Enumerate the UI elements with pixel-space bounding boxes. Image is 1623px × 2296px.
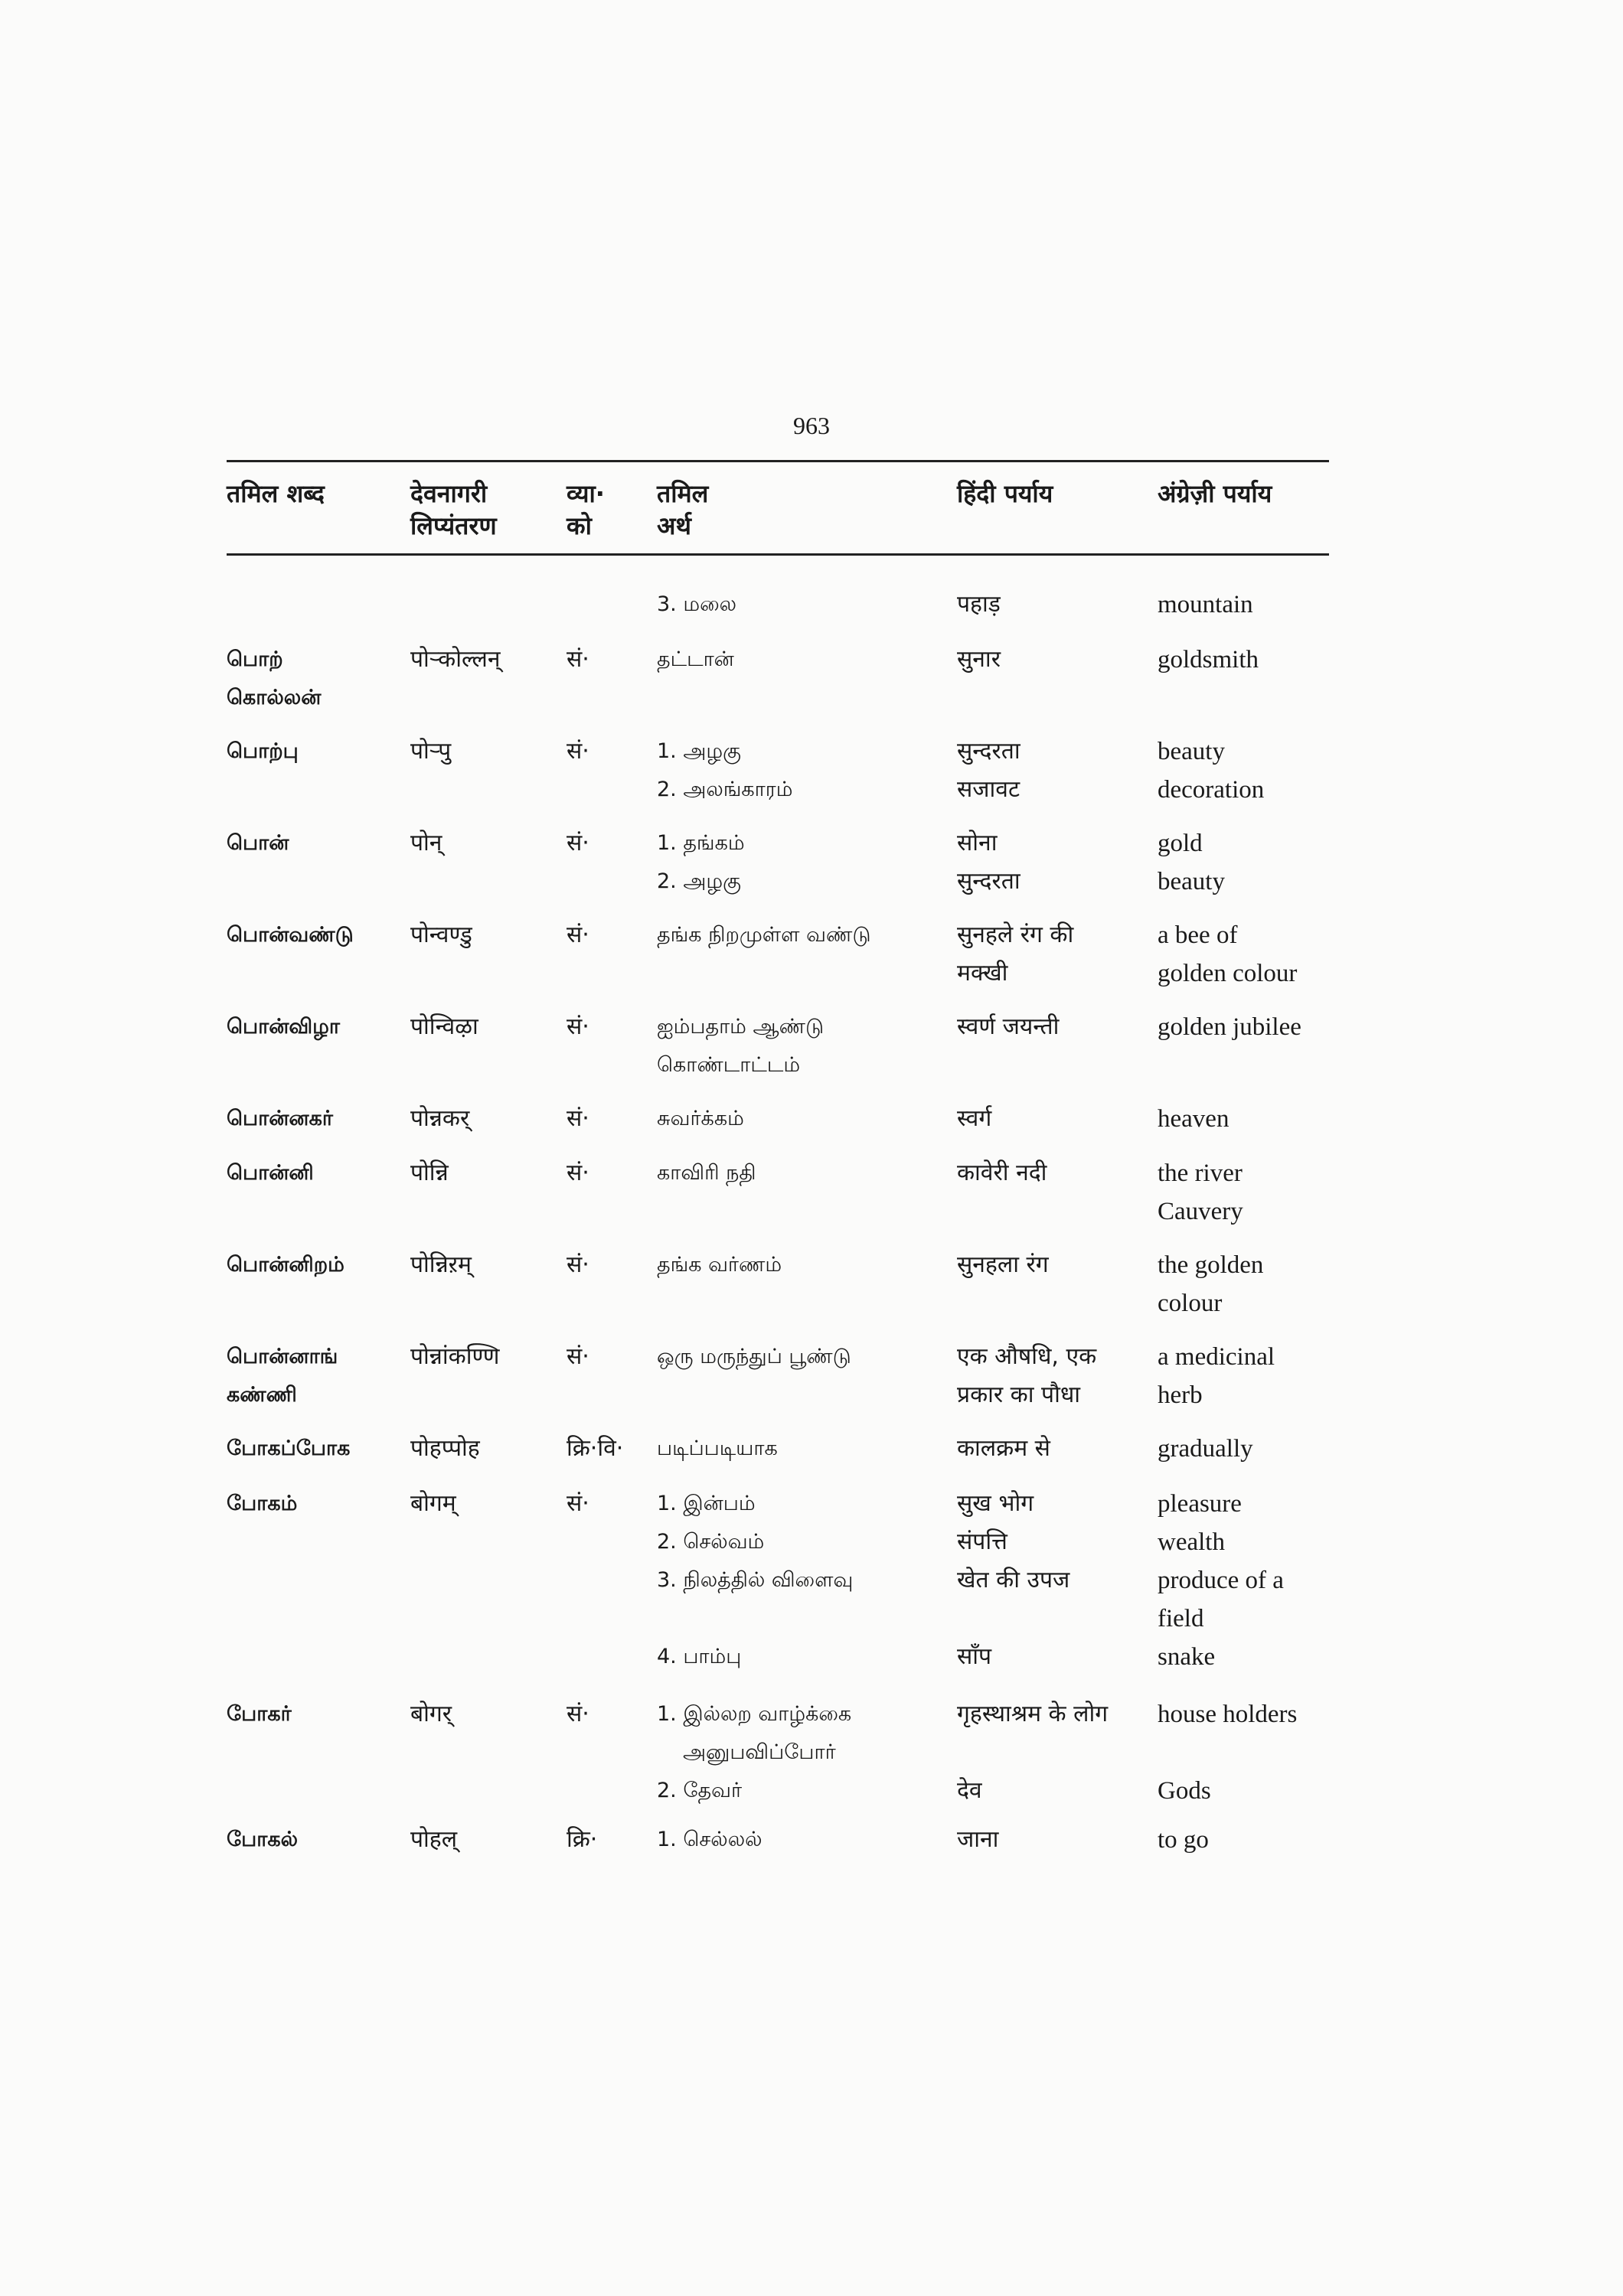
tamil-headword: போகம் [227, 1492, 298, 1515]
devanagari-transliteration: पोन्वण्डु [410, 921, 472, 948]
devanagari-transliteration: पोन्निऱम् [410, 1251, 472, 1278]
tamil-meaning [657, 1338, 948, 1376]
hindi-equivalent-line: देव [957, 1777, 982, 1804]
tamil-meaning-line: 2. அழகு [657, 869, 741, 893]
hindi-equivalent [957, 1100, 1147, 1138]
devanagari-transliteration: पोन्नांकण्णि [410, 1343, 500, 1370]
hindi-equivalent-line: पहाड़ [957, 591, 1001, 618]
tamil-meaning-line: 1. இன்பம் [657, 1492, 756, 1515]
english-equivalent-line: produce of a [1158, 1567, 1284, 1594]
grammar-tag: सं· [567, 738, 589, 765]
hindi-equivalent-line [957, 1733, 1147, 1772]
tamil-headword: பொன்னகர் [227, 1107, 333, 1130]
english-equivalent [1158, 732, 1332, 809]
english-equivalent-line: house holders [1158, 1701, 1298, 1728]
devanagari-transliteration: पोहप्पोह [410, 1435, 480, 1462]
tamil-headword: பொன்னி [227, 1161, 314, 1185]
devanagari-transliteration: बोगम् [410, 1490, 456, 1517]
english-equivalent [1158, 1430, 1332, 1468]
table-top-rule [227, 460, 1329, 462]
hindi-equivalent-line: सुनहले रंग की [957, 921, 1074, 948]
tamil-headword: போகப்போக [227, 1437, 351, 1460]
header-hindi-text: हिंदी पर्याय [957, 479, 1053, 508]
tamil-headword: பொன்னாங் கண்ணி [227, 1345, 338, 1407]
header-hindi [957, 478, 1147, 510]
tamil-meaning [657, 1154, 948, 1192]
grammar-tag: सं· [567, 1701, 589, 1727]
tamil-meaning [657, 916, 948, 954]
english-equivalent-line: to go [1158, 1826, 1209, 1854]
hindi-equivalent-line: स्वर्ण जयन्ती [957, 1013, 1060, 1040]
hindi-equivalent-line: मक्खी [957, 960, 1008, 987]
english-equivalent-line: wealth [1158, 1528, 1225, 1556]
tamil-meaning-line: 1. அழகு [657, 739, 741, 763]
english-equivalent-line: golden colour [1158, 960, 1298, 987]
tamil-meaning [657, 641, 948, 679]
english-equivalent [1158, 585, 1332, 624]
hindi-equivalent-line: प्रकार का पौधा [957, 1381, 1081, 1408]
grammar-tag: सं· [567, 921, 589, 948]
hindi-equivalent-line: जाना [957, 1826, 999, 1853]
header-bottom-rule [227, 553, 1329, 556]
tamil-headword: பொற்பு [227, 739, 299, 763]
header-grammar [567, 478, 651, 542]
tamil-meaning-line: 1. தங்கம் [657, 831, 745, 855]
page-number: 963 [793, 412, 830, 439]
english-equivalent [1158, 641, 1332, 679]
tamil-meaning-line: 3. மலை [657, 592, 737, 616]
hindi-equivalent-line [957, 1600, 1147, 1638]
hindi-equivalent-line: सुन्दरता [957, 738, 1020, 765]
hindi-equivalent-line: कालक्रम से [957, 1435, 1050, 1462]
english-equivalent-line: pleasure [1158, 1490, 1242, 1518]
header-grammar-line1: व्या· [567, 479, 605, 508]
header-english-text: अंग्रेज़ी पर्याय [1158, 479, 1272, 508]
english-equivalent-line: a bee of [1158, 921, 1238, 949]
header-tamil-word [227, 478, 395, 510]
header-devanagari-line2: लिप्यंतरण [410, 511, 497, 540]
tamil-meaning [657, 1100, 948, 1138]
tamil-headword: பொன்வண்டு [227, 923, 354, 947]
hindi-equivalent-line: सुन्दरता [957, 868, 1020, 895]
hindi-equivalent-line: सुनार [957, 646, 1001, 673]
tamil-meaning-line: 2. செல்வம் [657, 1530, 765, 1554]
header-english [1158, 478, 1332, 510]
tamil-meaning-line: தங்க நிறமுள்ள வண்டு [657, 923, 871, 947]
grammar-tag: सं· [567, 1013, 589, 1040]
hindi-equivalent-line: एक औषधि, एक [957, 1343, 1097, 1370]
english-equivalent-line: herb [1158, 1381, 1203, 1409]
hindi-equivalent-line: सुख भोग [957, 1490, 1034, 1517]
hindi-equivalent-line: स्वर्ग [957, 1105, 992, 1132]
tamil-meaning-line: ஐம்பதாம் ஆண்டு [657, 1015, 825, 1039]
english-equivalent [1158, 1821, 1332, 1859]
hindi-equivalent [957, 824, 1147, 901]
tamil-meaning [657, 1485, 948, 1676]
header-grammar-line2: को [567, 511, 592, 540]
hindi-equivalent-line: गृहस्थाश्रम के लोग [957, 1701, 1109, 1727]
english-equivalent-line: colour [1158, 1290, 1223, 1317]
tamil-meaning-line: 1. செல்லல் [657, 1828, 763, 1851]
devanagari-transliteration: पोऱ्कोल्लन् [410, 646, 501, 673]
tamil-headword: பொன் [227, 831, 289, 855]
hindi-equivalent [957, 1246, 1147, 1284]
tamil-meaning [657, 1821, 948, 1859]
hindi-equivalent-line: सोना [957, 830, 998, 856]
tamil-meaning [657, 732, 948, 809]
header-tamil-meaning-line1: तमिल [657, 479, 709, 508]
hindi-equivalent-line: खेत की उपज [957, 1567, 1070, 1593]
tamil-meaning-line: சுவர்க்கம் [657, 1107, 744, 1130]
english-equivalent [1158, 1485, 1332, 1676]
tamil-headword: பொன்விழா [227, 1015, 340, 1039]
english-equivalent-line: snake [1158, 1643, 1216, 1671]
devanagari-transliteration: पोन्नि [410, 1159, 449, 1186]
english-equivalent [1158, 1338, 1332, 1414]
hindi-equivalent [957, 585, 1147, 624]
hindi-equivalent-line: साँप [957, 1643, 992, 1670]
english-equivalent-line: the golden [1158, 1251, 1264, 1279]
grammar-tag: क्रि· [567, 1826, 598, 1853]
hindi-equivalent-line: कावेरी नदी [957, 1159, 1047, 1186]
tamil-meaning [657, 1430, 948, 1468]
english-equivalent-line: beauty [1158, 868, 1225, 895]
devanagari-transliteration: पोन्विऴा [410, 1013, 478, 1040]
hindi-equivalent [957, 732, 1147, 809]
hindi-equivalent [957, 916, 1147, 993]
tamil-meaning-line: தட்டான் [657, 647, 734, 671]
hindi-equivalent [957, 1338, 1147, 1414]
grammar-tag: सं· [567, 646, 589, 673]
english-equivalent [1158, 1695, 1332, 1810]
grammar-tag: सं· [567, 1343, 589, 1370]
hindi-equivalent [957, 1485, 1147, 1676]
english-equivalent-line: field [1158, 1605, 1204, 1632]
english-equivalent-line: heaven [1158, 1105, 1229, 1133]
grammar-tag: सं· [567, 1159, 589, 1186]
header-tamil-meaning [657, 478, 948, 542]
tamil-headword: போகர் [227, 1702, 292, 1726]
hindi-equivalent [957, 1008, 1147, 1046]
tamil-meaning-line: படிப்படியாக [657, 1437, 778, 1460]
english-equivalent-line: gradually [1158, 1435, 1253, 1463]
hindi-equivalent [957, 641, 1147, 679]
hindi-equivalent [957, 1430, 1147, 1468]
hindi-equivalent [957, 1695, 1147, 1810]
english-equivalent-line: gold [1158, 830, 1203, 857]
tamil-meaning-line: கொண்டாட்டம் [657, 1053, 801, 1077]
tamil-headword: பொன்னிறம் [227, 1253, 345, 1277]
grammar-tag: क्रि·वि· [567, 1435, 624, 1462]
hindi-equivalent [957, 1821, 1147, 1859]
devanagari-transliteration: बोगर् [410, 1701, 452, 1727]
english-equivalent-line: Cauvery [1158, 1198, 1243, 1225]
tamil-meaning-line: 1. இல்லற வாழ்க்கை [657, 1702, 852, 1726]
english-equivalent-line: beauty [1158, 738, 1225, 765]
english-equivalent [1158, 916, 1332, 993]
grammar-tag: सं· [567, 830, 589, 856]
header-tamil-word-text: तमिल शब्द [227, 479, 325, 508]
english-equivalent-line: Gods [1158, 1777, 1211, 1805]
grammar-tag: सं· [567, 1251, 589, 1278]
header-tamil-meaning-line2: अर्थ [657, 511, 691, 540]
english-equivalent [1158, 824, 1332, 901]
tamil-meaning-line [657, 1600, 948, 1638]
english-equivalent [1158, 1100, 1332, 1138]
english-equivalent [1158, 1008, 1332, 1046]
english-equivalent-line: the river [1158, 1159, 1243, 1187]
english-equivalent-line: a medicinal [1158, 1343, 1275, 1371]
grammar-tag: सं· [567, 1490, 589, 1517]
tamil-headword: பொற் கொல்லன் [227, 647, 322, 709]
hindi-equivalent [957, 1154, 1147, 1192]
devanagari-transliteration: पोन् [410, 830, 442, 856]
tamil-meaning-line: 2. தேவர் [657, 1779, 743, 1802]
devanagari-transliteration: पोन्नकर् [410, 1105, 470, 1132]
devanagari-transliteration: पोऱ्पु [410, 738, 452, 765]
hindi-equivalent-line: सुनहला रंग [957, 1251, 1049, 1278]
tamil-meaning-line: காவிரி நதி [657, 1161, 756, 1185]
tamil-meaning [657, 1695, 948, 1810]
english-equivalent-line [1158, 1733, 1332, 1772]
english-equivalent [1158, 1154, 1332, 1231]
tamil-meaning [657, 824, 948, 901]
devanagari-transliteration: पोहल् [410, 1826, 458, 1853]
hindi-equivalent-line: सजावट [957, 776, 1020, 803]
header-devanagari [410, 478, 556, 542]
tamil-meaning [657, 1008, 948, 1084]
header-devanagari-line1: देवनागरी [410, 479, 488, 508]
english-equivalent-line: mountain [1158, 591, 1253, 618]
tamil-meaning [657, 1246, 948, 1284]
english-equivalent [1158, 1246, 1332, 1322]
tamil-meaning [657, 585, 948, 624]
tamil-meaning-line: 4. பாம்பு [657, 1645, 742, 1668]
tamil-meaning-line: ஒரு மருந்துப் பூண்டு [657, 1345, 851, 1368]
tamil-meaning-line: தங்க வர்ணம் [657, 1253, 782, 1277]
tamil-meaning-line: அனுபவிப்போர் [683, 1740, 836, 1764]
english-equivalent-line: goldsmith [1158, 646, 1259, 673]
tamil-meaning-line: 2. அலங்காரம் [657, 778, 793, 801]
tamil-headword: போகல் [227, 1828, 299, 1851]
grammar-tag: सं· [567, 1105, 589, 1132]
english-equivalent-line: golden jubilee [1158, 1013, 1301, 1041]
tamil-meaning-line: 3. நிலத்தில் விளைவு [657, 1568, 854, 1592]
english-equivalent-line: decoration [1158, 776, 1265, 804]
hindi-equivalent-line: संपत्ति [957, 1528, 1007, 1555]
